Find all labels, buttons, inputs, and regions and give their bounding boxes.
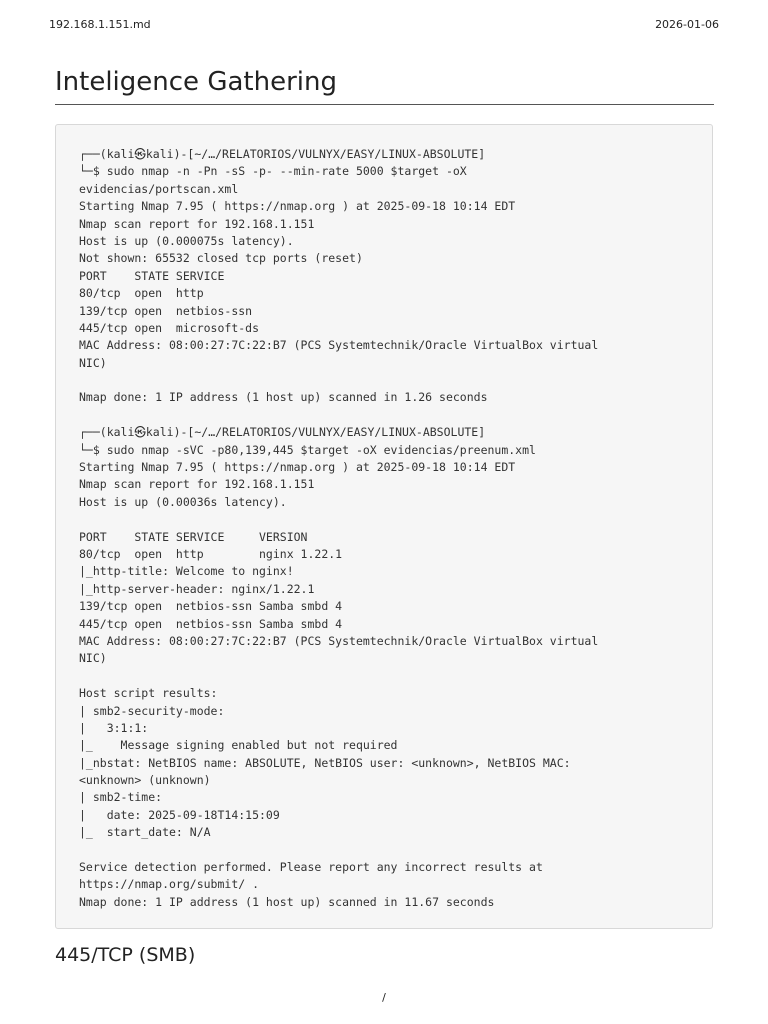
code-line: Nmap done: 1 IP address (1 host up) scanned in 1.26 seconds: [79, 390, 488, 405]
code-line: Nmap scan report for 192.168.1.151: [79, 216, 315, 231]
code-line: |_ start_date: N/A: [79, 825, 211, 840]
page-header: [49, 18, 719, 34]
code-line: Starting Nmap 7.95 ( https://nmap.org ) at 2025-09-18 10:14 EDT: [79, 460, 516, 475]
code-line: Not shown: 65532 closed tcp ports (reset): [79, 251, 363, 266]
code-line: └─$ sudo nmap -n -Pn -sS -p- --min-rate 5000 $target -oX: [79, 164, 467, 179]
code-line: Host is up (0.000075s latency).: [79, 233, 294, 248]
document-filename: 192.168.1.151.md: [49, 18, 151, 31]
code-line: [79, 668, 690, 685]
page-footer: /: [382, 991, 386, 1004]
code-line: 445/tcp open microsoft-ds: [79, 320, 260, 335]
code-line: 139/tcp open netbios-ssn: [79, 303, 253, 318]
code-line: PORT STATE SERVICE: [79, 268, 225, 283]
code-line: MAC Address: 08:00:27:7C:22:B7 (PCS Systemtechnik/Oracle VirtualBox virtual: [79, 338, 599, 353]
code-block: [55, 124, 713, 929]
section-heading-intelligence-gathering: Inteligence Gathering: [55, 66, 714, 105]
code-line: | smb2-security-mode:: [79, 703, 225, 718]
code-line: MAC Address: 08:00:27:7C:22:B7 (PCS Systemtechnik/Oracle VirtualBox virtual: [79, 633, 599, 648]
code-line: <unknown> (unknown): [79, 773, 211, 788]
code-line: 80/tcp open http: [79, 286, 204, 301]
code-line: |_nbstat: NetBIOS name: ABSOLUTE, NetBIOS user: <unknown>, NetBIOS MAC:: [79, 755, 571, 770]
code-line: | date: 2025-09-18T14:15:09: [79, 807, 280, 822]
code-line: | smb2-time:: [79, 790, 163, 805]
code-line: |_http-title: Welcome to nginx!: [79, 564, 294, 579]
code-line: Host is up (0.00036s latency).: [79, 494, 287, 509]
code-line: 445/tcp open netbios-ssn Samba smbd 4: [79, 616, 343, 631]
code-line: 80/tcp open http nginx 1.22.1: [79, 546, 343, 561]
code-line: Host script results:: [79, 686, 218, 701]
code-line: NIC): [79, 651, 107, 666]
code-line: https://nmap.org/submit/ .: [79, 877, 260, 892]
code-line: Nmap scan report for 192.168.1.151: [79, 477, 315, 492]
code-line: Starting Nmap 7.95 ( https://nmap.org ) at 2025-09-18 10:14 EDT: [79, 199, 516, 214]
section-heading-smb: 445/TCP (SMB): [55, 944, 196, 966]
code-line: NIC): [79, 355, 107, 370]
code-line: [79, 511, 690, 528]
code-line: [79, 842, 690, 859]
code-line: |_http-server-header: nginx/1.22.1: [79, 581, 315, 596]
code-line: evidencias/portscan.xml: [79, 181, 239, 196]
code-line: └─$ sudo nmap -sVC -p80,139,445 $target -oX evidencias/preenum.xml: [79, 442, 536, 457]
document-date: 2026-01-06: [655, 18, 719, 31]
code-line: ┌──(kali㉿kali)-[~/…/RELATORIOS/VULNYX/EASY/LINUX-ABSOLUTE]: [79, 147, 486, 161]
code-line: Nmap done: 1 IP address (1 host up) scanned in 11.67 seconds: [79, 894, 495, 909]
code-line: |_ Message signing enabled but not required: [79, 738, 398, 753]
code-line: [79, 372, 690, 389]
code-line: PORT STATE SERVICE VERSION: [79, 529, 308, 544]
code-line: | 3:1:1:: [79, 720, 149, 735]
code-line: [79, 407, 690, 424]
code-line: Service detection performed. Please report any incorrect results at: [79, 860, 543, 875]
code-line: ┌──(kali㉿kali)-[~/…/RELATORIOS/VULNYX/EASY/LINUX-ABSOLUTE]: [79, 425, 486, 440]
code-line: 139/tcp open netbios-ssn Samba smbd 4: [79, 599, 343, 614]
